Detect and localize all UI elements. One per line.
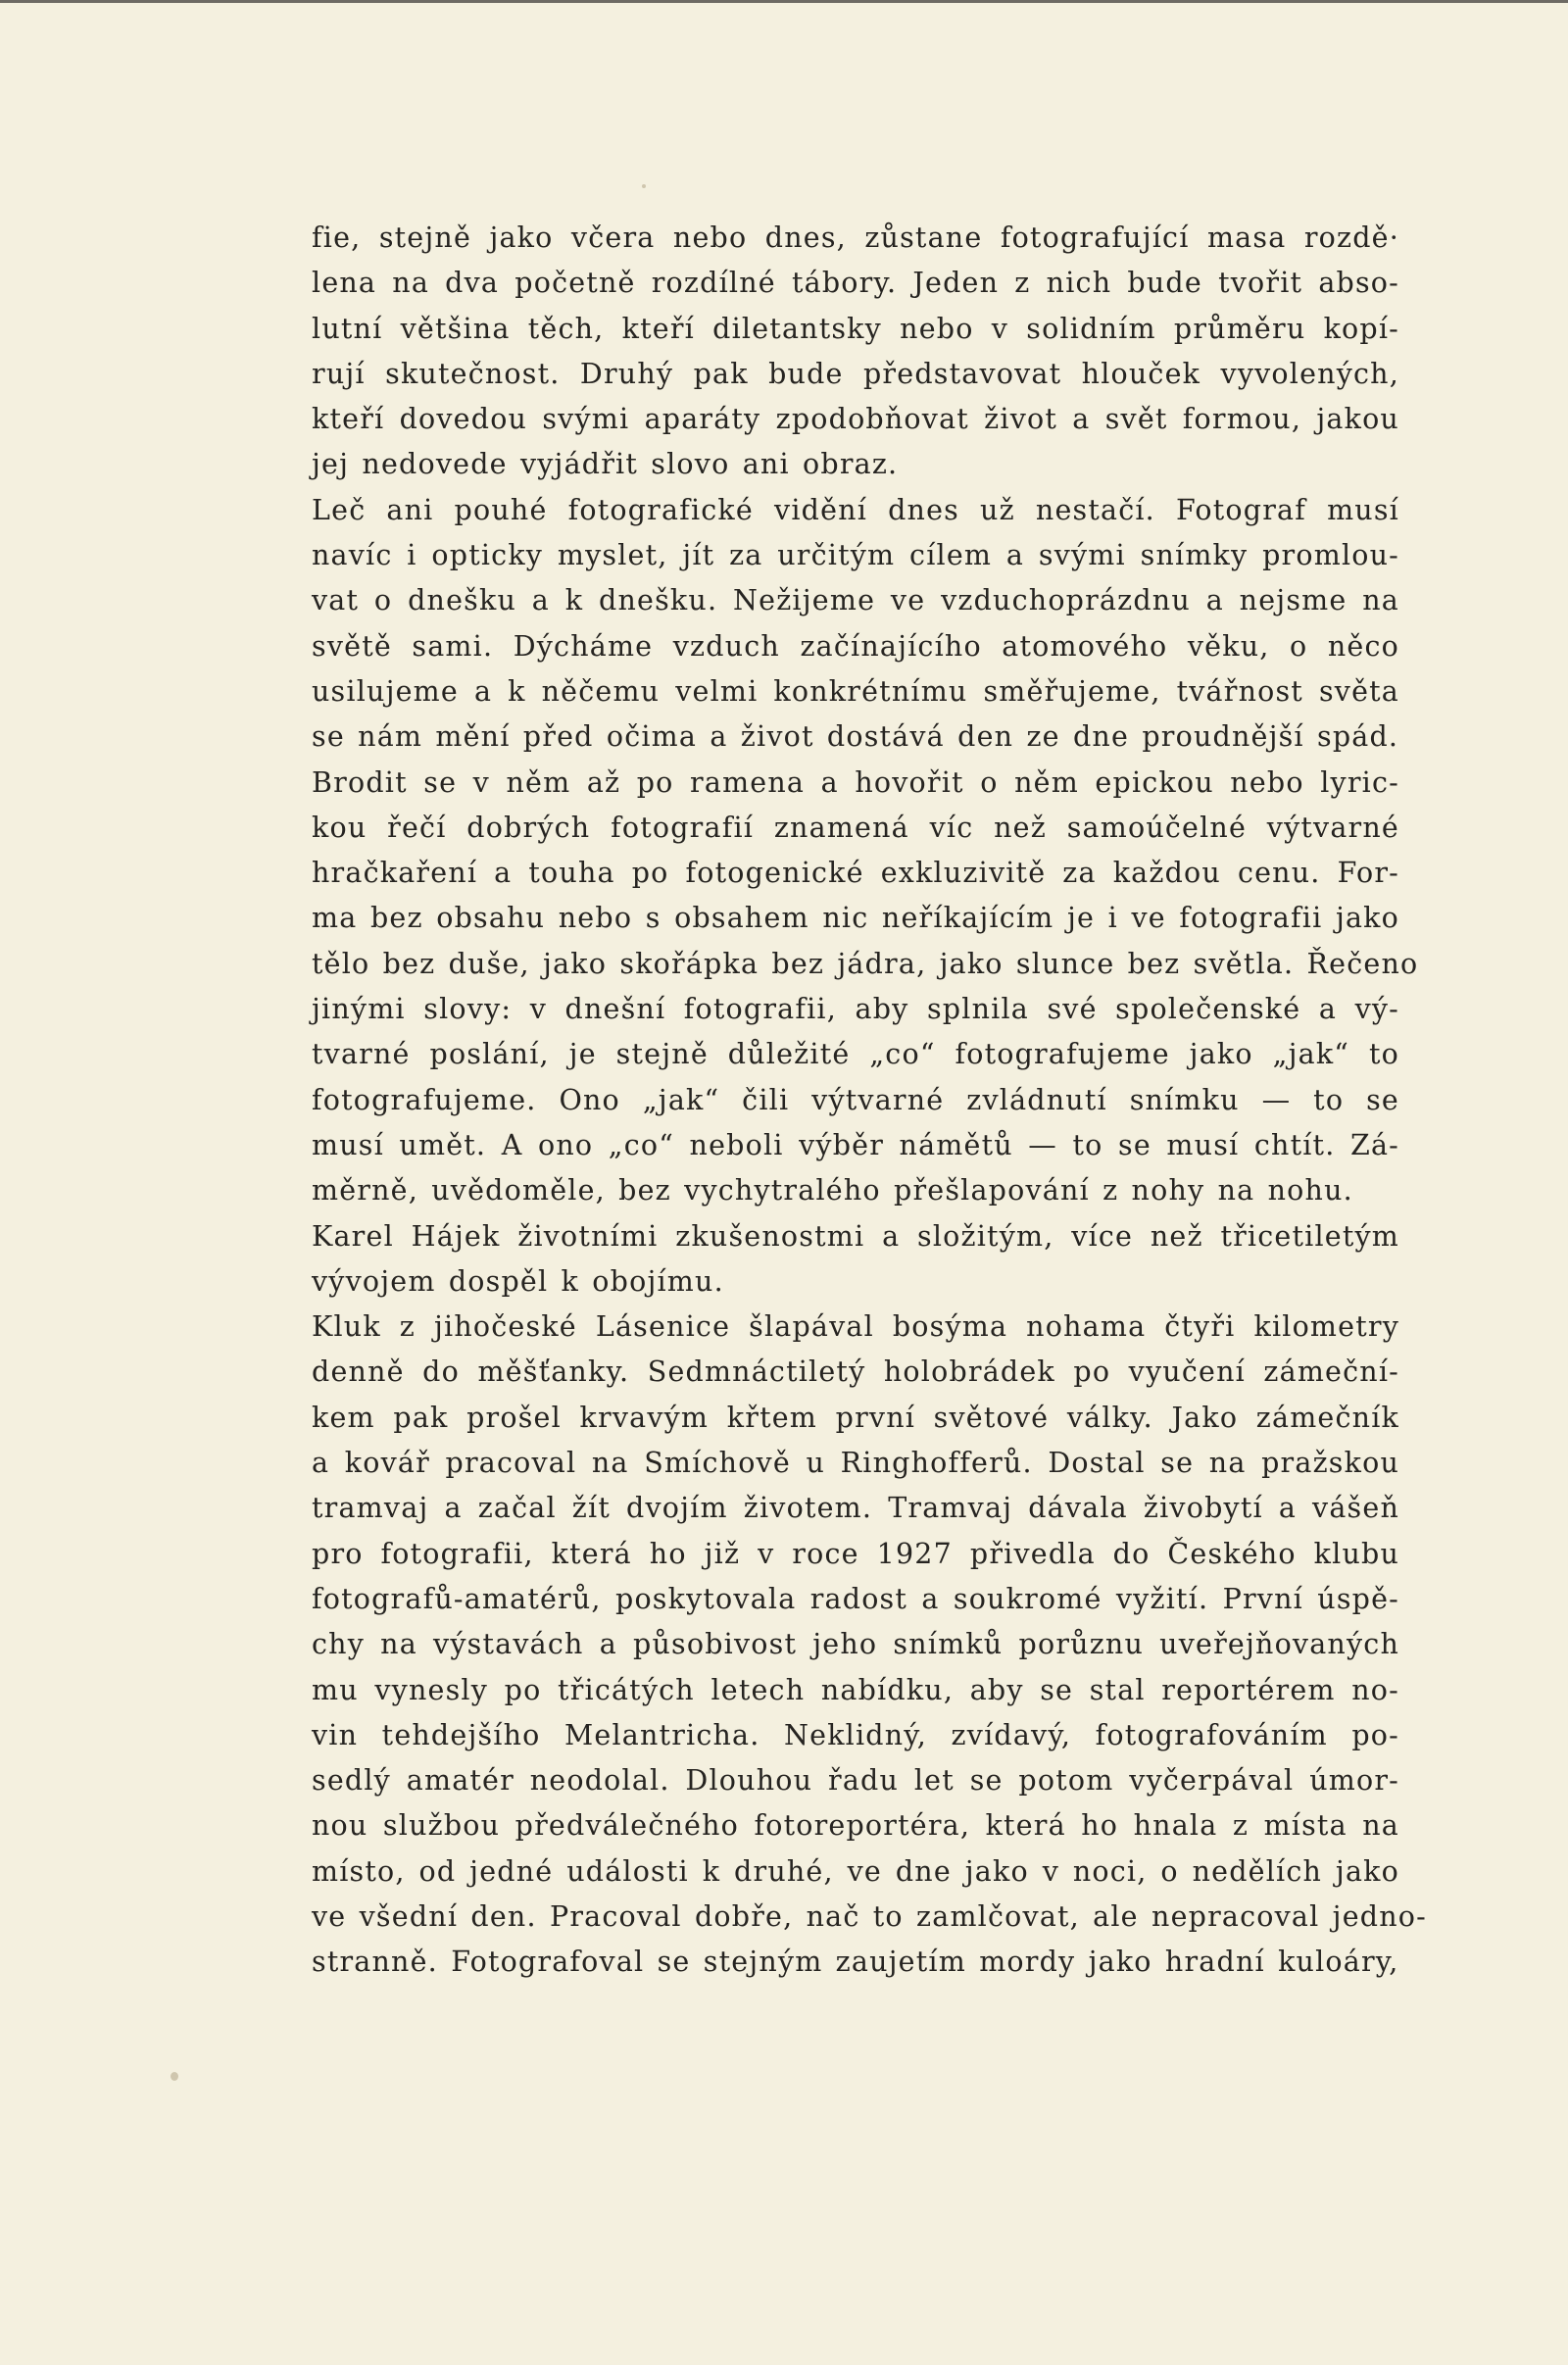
text-line: fie, stejně jako včera nebo dnes, zůstane fotografující masa rozdě· [312,222,1399,254]
text-line: kem pak prošel krvavým křtem první světové války. Jako zámečník [312,1401,1399,1434]
text-line: měrně, uvědoměle, bez vychytralého přešlapování z nohy na nohu. [312,1174,1353,1207]
text-line: jej nedovede vyjádřit slovo ani obraz. [312,448,899,481]
text-line: Brodit se v něm až po ramena a hovořit o něm epickou nebo lyric- [312,765,1399,799]
text-line: Kluk z jihočeské Lásenice šlapával bosýma nohama čtyři kilometry [312,1310,1399,1344]
text-line: kou řečí dobrých fotografií znamená víc než samoúčelné výtvarné [312,811,1399,844]
text-line: nou službou předválečného fotoreportéra, která ho hnala z místa na [312,1809,1399,1843]
text-line: ve všední den. Pracoval dobře, nač to zamlčovat, ale nepracoval jedno- [312,1899,1427,1933]
text-line: rují skutečnost. Druhý pak bude představovat hlouček vyvolených, [312,357,1399,390]
text-line: Leč ani pouhé fotografické vidění dnes už nestačí. Fotograf musí [312,493,1399,526]
text-line: místo, od jedné události k druhé, ve dne jako v noci, o nedělích jako [312,1854,1399,1888]
text-line: musí umět. A ono „co“ neboli výběr námětů — to se musí chtít. Zá- [312,1128,1399,1161]
text-line: vývojem dospěl k obojímu. [312,1264,724,1298]
text-line: mu vynesly po třicátých letech nabídku, aby se stal reportérem no- [312,1673,1399,1706]
text-line: kteří dovedou svými aparáty zpodobňovat život a svět formou, jakou [312,403,1399,436]
text-line: a kovář pracoval na Smíchově u Ringhofferů. Dostal se na pražskou [312,1447,1399,1480]
text-line: světě sami. Dýcháme vzduch začínajícího atomového věku, o něco [312,629,1399,663]
text-line: fotografů-amatérů, poskytovala radost a soukromé vyžití. První úspě- [312,1582,1399,1615]
text-line: sedlý amatér neodolal. Dlouhou řadu let se potom vyčerpával úmor- [312,1764,1399,1798]
text-line: lutní většina těch, kteří diletantsky nebo v solidním průměru kopí- [312,312,1399,345]
text-line: hračkaření a touha po fotogenické exkluzivitě za každou cenu. For- [312,857,1399,890]
text-line: jinými slovy: v dnešní fotografii, aby splnila své společenské a vý- [312,993,1399,1026]
text-line: se nám mění před očima a život dostává den ze dne proudnější spád. [312,720,1399,754]
body-text [312,216,1427,1986]
text-line: pro fotografii, která ho již v roce 1927 přivedla do Českého klubu [312,1537,1399,1570]
text-line: navíc i opticky myslet, jít za určitým cílem a svými snímky promlou- [312,539,1399,572]
text-line: ma bez obsahu nebo s obsahem nic neříkajícím je i ve fotografii jako [312,902,1399,935]
text-line: fotografujeme. Ono „jak“ čili výtvarné zvládnutí snímku — to se [312,1083,1399,1116]
page-top-edge [0,0,1568,3]
text-line: stranně. Fotografoval se stejným zaujetím mordy jako hradní kuloáry, [312,1946,1399,1979]
text-line: denně do měšťanky. Sedmnáctiletý holobrádek po vyučení zámeční- [312,1355,1399,1389]
text-line: tvarné poslání, je stejně důležité „co“ fotografujeme jako „jak“ to [312,1038,1399,1071]
text-line: usilujeme a k něčemu velmi konkrétnímu směřujeme, tvářnost světa [312,674,1399,708]
paper-speck [642,184,646,188]
text-line: vin tehdejšího Melantricha. Neklidný, zvídavý, fotografováním po- [312,1718,1399,1751]
text-line: tramvaj a začal žít dvojím životem. Tramvaj dávala živobytí a vášeň [312,1492,1399,1525]
text-line: lena na dva početně rozdílné tábory. Jeden z nich bude tvořit abso- [312,267,1399,300]
text-line: tělo bez duše, jako skořápka bez jádra, jako slunce bez světla. Řečeno [312,947,1419,980]
text-line: Karel Hájek životními zkušenostmi a složitým, více než třicetiletým [312,1219,1399,1253]
text-line: vat o dnešku a k dnešku. Nežijeme ve vzduchoprázdnu a nejsme na [312,584,1399,617]
paper-speck [171,2072,178,2081]
text-line: chy na výstavách a působivost jeho snímků porůznu uveřejňovaných [312,1628,1399,1661]
